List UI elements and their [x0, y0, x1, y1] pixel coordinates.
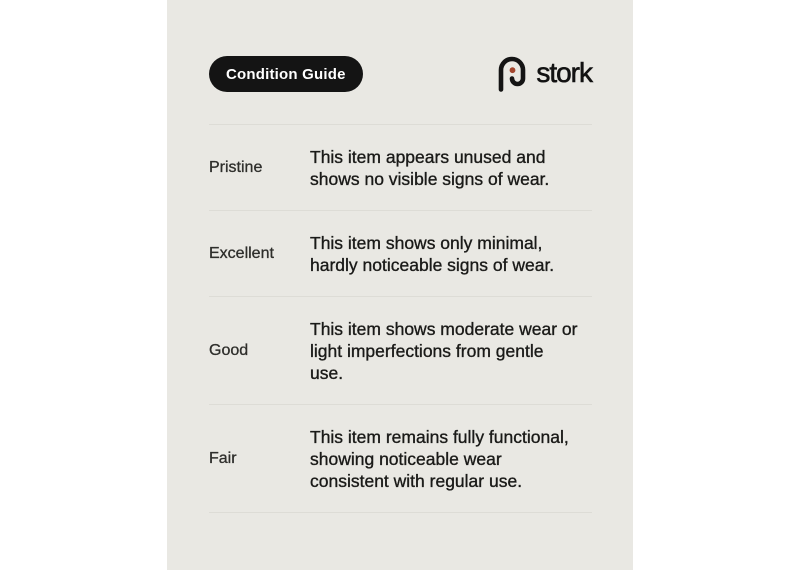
condition-row-good: [209, 296, 592, 404]
condition-guide-badge: Condition Guide: [209, 56, 363, 92]
stork-mark-icon: [496, 56, 529, 92]
condition-row-pristine: [209, 124, 592, 210]
condition-label: Excellent: [209, 245, 274, 262]
condition-description: This item shows only minimal, hardly noticeable signs of wear.: [310, 233, 555, 275]
condition-description: This item remains fully functional, showing noticeable wear consistent with regular use.: [310, 427, 569, 491]
condition-rows: [209, 124, 592, 513]
condition-guide-card: [167, 0, 633, 570]
condition-label: Fair: [209, 450, 237, 467]
condition-row-fair: [209, 404, 592, 513]
condition-description: This item appears unused and shows no visible signs of wear.: [310, 147, 550, 189]
card-header: [209, 56, 592, 92]
stork-mark-path: [501, 59, 523, 90]
condition-row-excellent: [209, 210, 592, 296]
stork-mark-eye-dot: [510, 67, 516, 73]
condition-label: Good: [209, 342, 249, 359]
stork-wordmark: stork: [536, 57, 592, 88]
stork-logo: [496, 56, 592, 92]
condition-description: This item shows moderate wear or light imperfections from gentle use.: [310, 319, 578, 383]
condition-label: Pristine: [209, 159, 263, 176]
